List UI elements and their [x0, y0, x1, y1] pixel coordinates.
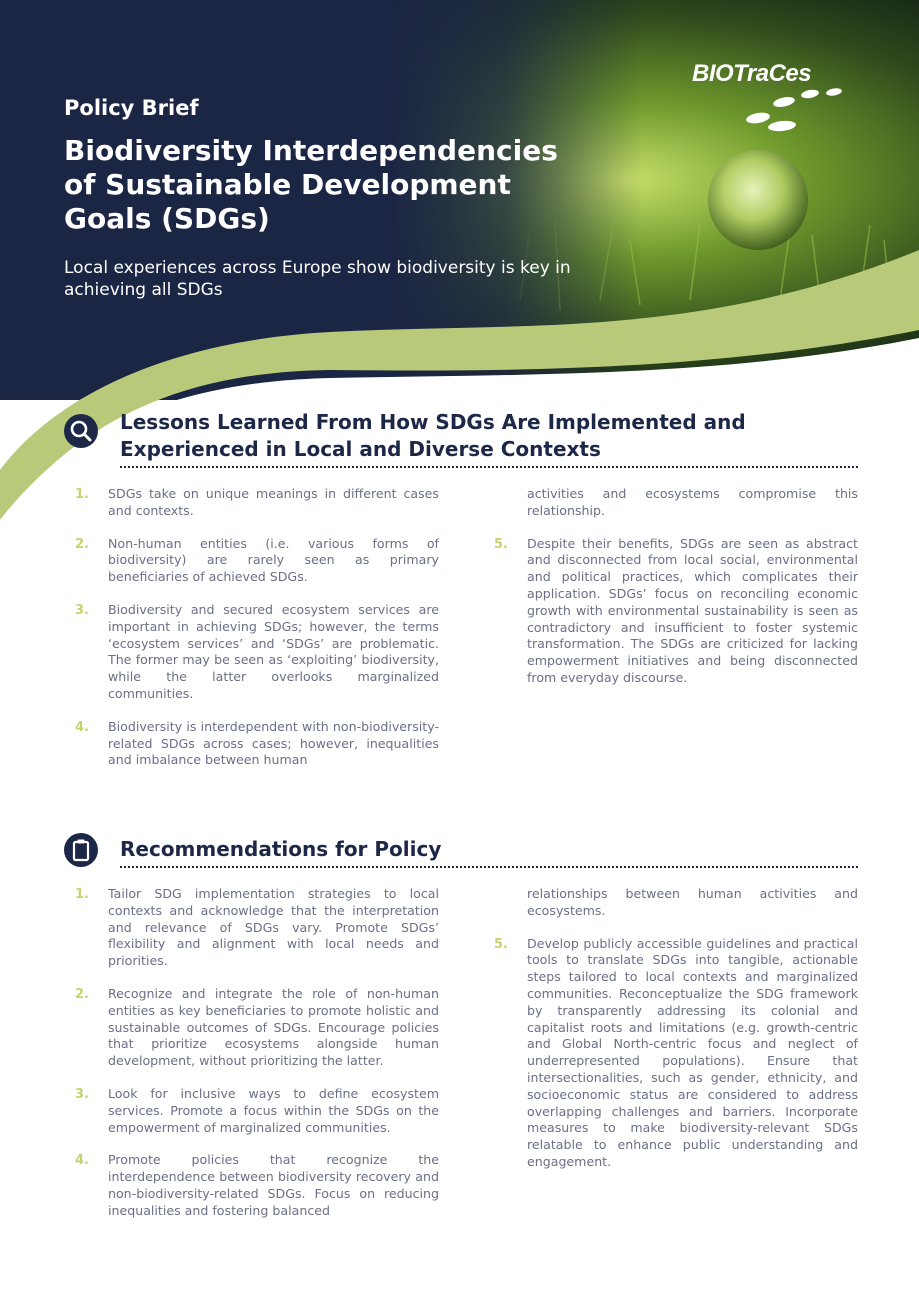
item-number: 2. — [75, 536, 89, 552]
magnifier-icon — [64, 414, 98, 448]
item-text: Non-human entities (i.e. various forms of biodiversity) are rarely seen as primary beneficiaries of achieved SDGs. — [108, 535, 439, 585]
lessons-title-line-1: Lessons Learned From How SDGs Are Implemented and — [120, 410, 746, 434]
item-text: Look for inclusive ways to define ecosystem services. Promote a focus within the SDGs on the empowerment of marginalized communities. — [108, 1085, 439, 1135]
list-item — [494, 935, 858, 1171]
list-item — [75, 1085, 439, 1136]
list-item — [75, 601, 439, 703]
clipboard-icon — [64, 833, 98, 867]
item-text: Biodiversity is interdependent with non-biodiversity-related SDGs across cases; however, inequalities and imbalance between human — [108, 718, 439, 768]
list-item — [75, 535, 439, 586]
item-number: 3. — [75, 602, 89, 618]
item-number: 4. — [75, 1153, 89, 1169]
list-item — [494, 535, 858, 687]
recommendations-section-title: Recommendations for Policy — [120, 837, 442, 861]
item-text: Develop publicly accessible guidelines and practical tools to translate SDGs into tangible, actionable steps tailored to local contexts and marginalized communities. Reconceptualize the SDG framework by transparently addressing its colonial and capitalist roots and limitations (e.g. growth-centric and Global North-centric focus and neglect of underrepresented populations). Ensure that intersectionalities, such as gender, ethnicity, and socioeconomic status are considered to address overlapping challenges and barriers. Incorporate measures to make biodiversity-relevant SDGs relatable to enhance public understanding and engagement. — [527, 935, 858, 1169]
page-subtitle: Local experiences across Europe show biodiversity is key in achieving all SDGs — [64, 258, 571, 300]
biotraces-logo: BIOTraCes — [692, 60, 812, 87]
item-number: 4. — [75, 719, 89, 735]
item-number: 1. — [75, 487, 89, 502]
item-text: Promote policies that recognize the interdependence between biodiversity recovery and non-biodiversity-related SDGs. Focus on reducing inequalities and fostering balanced — [108, 1152, 439, 1218]
footprints-icon — [740, 78, 860, 133]
document-kicker: Policy Brief — [64, 96, 199, 120]
recommendations-column-right — [494, 886, 858, 1187]
list-item — [75, 886, 439, 970]
item-number: 1. — [75, 887, 89, 902]
item-text: relationships between human activities and ecosystems. — [527, 886, 858, 918]
item-text: SDGs take on unique meanings in different cases and contexts. — [108, 486, 439, 518]
item-text: Tailor SDG implementation strategies to local contexts and acknowledge that the interpretation and relevance of SDGs vary. Promote SDGs’ flexibility and alignment with local needs and priorities. — [108, 886, 439, 969]
item-number: 5. — [494, 536, 508, 552]
item-text: Despite their benefits, SDGs are seen as abstract and disconnected from local social, environmental and political practices, which complicates their application. SDGs’ focus on reconciling economic growth with environmental sustainability is seen as contradictory and insufficient to foster systemic transformation. The SDGs are criticized for lacking empowerment initiatives and being disconnected from everyday discourse. — [527, 535, 858, 685]
item-text: Recognize and integrate the role of non-human entities as key beneficiaries to promote holistic and sustainable outcomes of SDGs. Encourage policies that prioritize ecosystems alongside human development, without prioritizing the latter. — [108, 985, 439, 1069]
list-item-continuation — [527, 886, 858, 920]
item-number: 5. — [494, 936, 508, 952]
lessons-column-left — [75, 486, 439, 785]
section-divider — [120, 866, 858, 868]
item-text: Biodiversity and secured ecosystem services are important in achieving SDGs; however, the terms ‘ecosystem services’ and ‘SDGs’ are problematic. The former may be seen as ‘exploiting’ biodiversity, while the latter overlooks marginalized communities. — [108, 601, 439, 701]
list-item — [75, 486, 439, 520]
list-item-continuation — [527, 486, 858, 520]
item-number: 3. — [75, 1086, 89, 1102]
lessons-column-right — [494, 486, 858, 703]
list-item — [75, 1152, 439, 1219]
list-item — [75, 985, 439, 1070]
recommendations-column-left — [75, 886, 439, 1236]
lessons-title-line-2: Experienced in Local and Diverse Contexts — [120, 437, 601, 461]
list-item — [75, 718, 439, 769]
item-number: 2. — [75, 986, 89, 1002]
lessons-section-title — [120, 409, 860, 463]
page-title: Biodiversity Interdependencies of Sustainable Development Goals (SDGs) — [64, 134, 558, 235]
item-text: activities and ecosystems compromise this relationship. — [527, 486, 858, 518]
section-divider — [120, 466, 858, 468]
